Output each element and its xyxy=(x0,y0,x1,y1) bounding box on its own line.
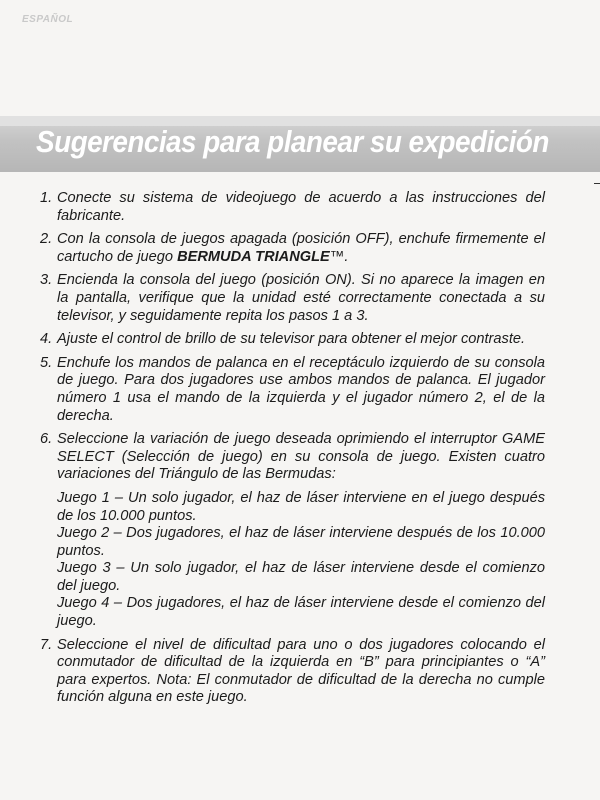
edge-mark xyxy=(594,183,600,184)
step-item xyxy=(40,190,545,225)
step-text: Encienda la consola del juego (posición ON). Si no aparece la imagen en la pantalla, verifique que la unidad esté correctamente conectada a su televisor, y seguidamente repita los pasos 1 a 3. xyxy=(57,272,545,324)
step-number: 4. xyxy=(40,331,53,348)
language-label: ESPAÑOL xyxy=(22,14,74,25)
step-text: Seleccione la variación de juego deseada oprimiendo el interruptor GAME SELECT (Selección de juego) en su consola de juego. Existen cuatro variaciones del Triángulo de las Bermudas: xyxy=(57,431,545,483)
title-banner xyxy=(0,116,600,172)
step-item xyxy=(40,331,545,349)
instructions-content xyxy=(40,190,545,713)
step-item xyxy=(40,355,545,425)
game-brand-name: BERMUDA TRIANGLE xyxy=(177,248,330,265)
page-title: Sugerencias para planear su expedición xyxy=(36,124,549,159)
steps-list xyxy=(40,190,545,707)
step-text-end: ™. xyxy=(329,248,349,265)
step-text: Seleccione el nivel de dificultad para uno o dos jugadores colocando el conmutador de dificultad de la izquierda en “B” para principiantes o “A” para expertos. Nota: El conmutador de dificultad de la derecha no cumple función alguna en este juego. xyxy=(57,636,545,706)
step-number: 3. xyxy=(40,272,53,289)
step-item xyxy=(40,231,545,266)
step-number: 5. xyxy=(40,354,53,371)
step-text: Conecte su sistema de videojuego de acuerdo a las instrucciones del fabricante. xyxy=(57,190,545,224)
step-text: Ajuste el control de brillo de su televisor para obtener el mejor contraste. xyxy=(57,331,526,348)
step-number: 2. xyxy=(40,231,53,248)
game-variation-2: Juego 2 – Dos jugadores, el haz de láser interviene después de los 10.000 puntos. xyxy=(57,525,545,559)
step-item xyxy=(40,431,545,631)
step-number: 7. xyxy=(40,636,53,653)
game-variation-3: Juego 3 – Un solo jugador, el haz de láser interviene desde el comienzo del juego. xyxy=(57,560,545,594)
step-number: 1. xyxy=(40,190,53,206)
game-variation-1: Juego 1 – Un solo jugador, el haz de láser interviene en el juego después de los 10.000 puntos. xyxy=(57,489,545,524)
step-text: Enchufe los mandos de palanca en el receptáculo izquierdo de su consola de juego. Para dos jugadores use ambos mandos de palanca. El jugador número 1 usa el mando de la izquierda y el jugador número 2, el de la derecha. xyxy=(57,354,545,424)
step-item xyxy=(40,637,545,707)
step-number: 6. xyxy=(40,431,53,448)
step-item xyxy=(40,272,545,325)
step-text: Con la consola de juegos apagada (posición OFF), enchufe firmemente el cartucho de juego xyxy=(57,231,545,265)
game-variation-4: Juego 4 – Dos jugadores, el haz de láser interviene desde el comienzo del juego. xyxy=(57,595,545,630)
